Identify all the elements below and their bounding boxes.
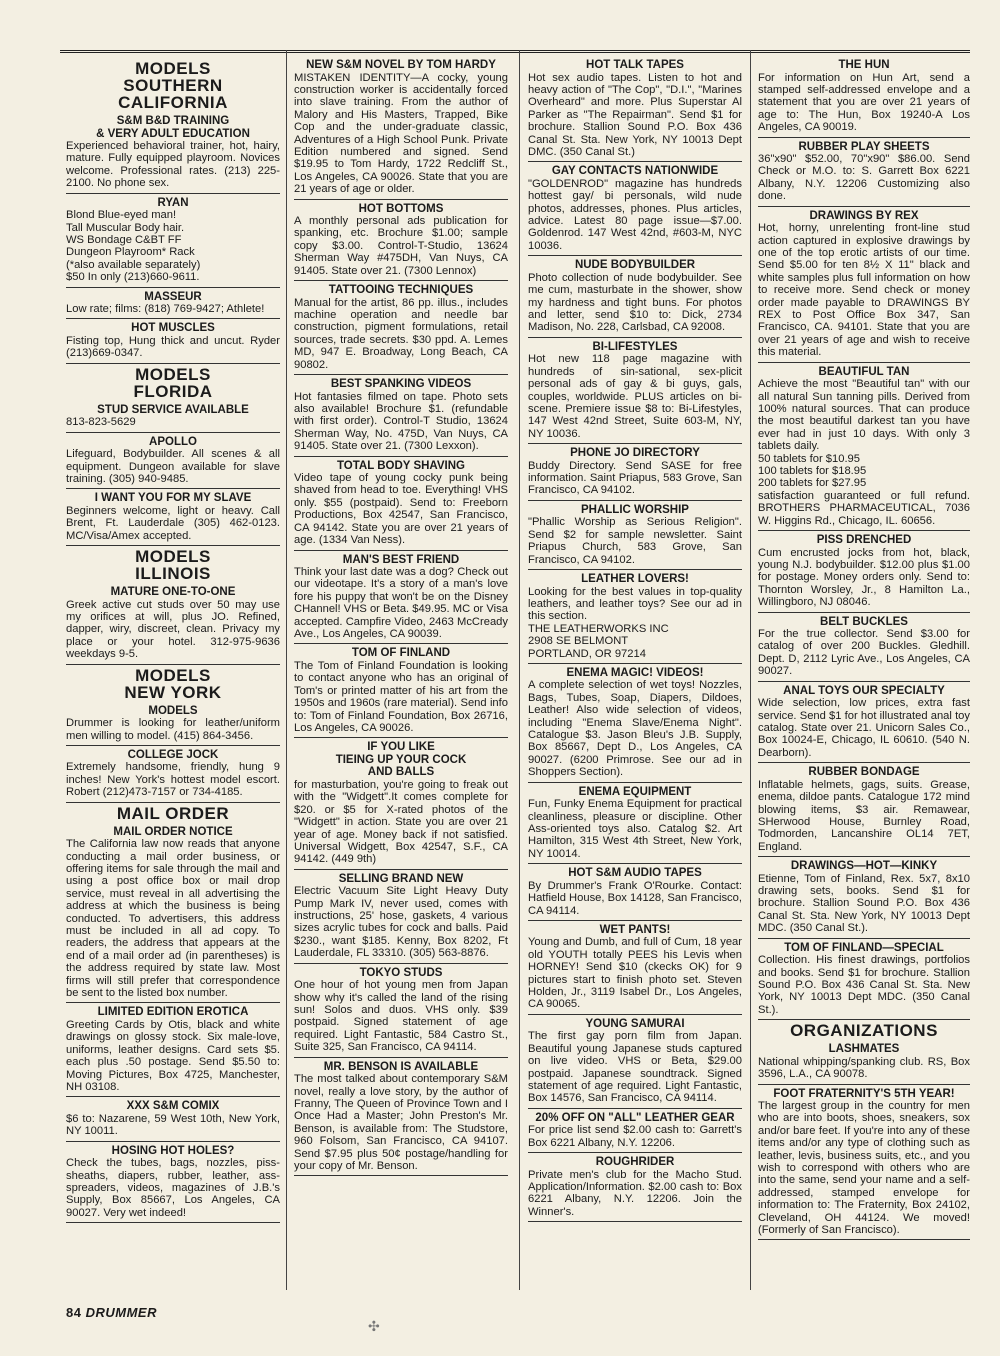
page-number: 84 [66, 1305, 82, 1320]
ad-text: "Phallic Worship as Serious Religion". Send $2 for sample newsletter. Saint Priapus Church, 583 Grove, San Francisco, CA 94102. [528, 516, 742, 566]
section-heading: MODELS FLORIDA [133, 364, 213, 401]
ad-text: MISTAKEN IDENTITY—A cocky, young construction worker is accidentally forced into slave training. From the author of Malory and His Masters, Trapped, Bike Cop and the under-graduate classic, Adventures of a High School Punk. Private Edition numbered and signed. Send $19.95 to Tom Hardy, 1722 Redcliff St., Los Angeles, CA 90026. State that you are 21 years of age or older. [294, 71, 508, 196]
ad-text: Greeting Cards by Otis, black and white drawings on glossy stock. Six male-love, uniforms, leather designs. Card sets $5. each plus .50 postage. Send $5.50 to: Moving Pictures, Box 4725, Manchester, NH 03108. [66, 1018, 280, 1093]
classified-ad [758, 859, 970, 939]
classified-ad [528, 866, 742, 921]
ad-heading: MAIL ORDER NOTICE [113, 825, 233, 838]
ad-text: Check the tubes, bags, nozzles, piss-sheaths, diapers, rubber, leather, ass-spreaders, videos, magazines of J.B.'s Supply, Box 85667, Los Angeles, CA 90027. Very wet indeed! [66, 1157, 280, 1219]
ad-text: Photo collection of nude bodybuilder. See me cum, masturbate in the shower, show my hardness and tight buns. For photos and letter, send $10 to: Dick, 2734 Madison, No. 228, Carlsbad, CA 92008. [528, 271, 742, 334]
classified-ad [66, 1099, 280, 1141]
ad-text: National whipping/spanking club. RS, Box 3596, L.A., CA 90078. [758, 1055, 970, 1081]
ad-text: For the true collector. Send $3.00 for catalog of over 200 Buckles. Gledhill. Dept. D, 2112 Lyric Ave., Los Angeles, CA 90027. [758, 628, 970, 678]
ad-heading: ROUGHRIDER [595, 1156, 675, 1169]
classified-ad [758, 58, 970, 138]
column-3 [528, 58, 742, 1224]
classified-ad [758, 615, 970, 682]
ad-heading: NEW S&M NOVEL BY TOM HARDY [306, 59, 496, 71]
classified-ad [66, 825, 280, 1004]
classified-ad [758, 140, 970, 207]
classified-ad [66, 114, 280, 194]
classified-ad [294, 553, 508, 645]
ad-text: Cum encrusted jocks from hot, black, young N.J. bodybuilder. $12.00 plus $1.00 for postage. Money orders only. Send to: Thornton Worsley, Jr., 8 Hamilton La., Willingboro, NJ 08046. [758, 546, 970, 609]
classified-ad [528, 1017, 742, 1109]
ad-heading: 20% OFF ON "ALL" LEATHER GEAR [535, 1111, 735, 1124]
ad-heading: ANAL TOYS OUR SPECIALTY [783, 684, 945, 697]
ad-heading: DRAWINGS—HOT—KINKY [790, 860, 938, 873]
ad-text: Looking for the best values in top-quality leathers, and leather toys? See our ad in this section. THE LEATHERWORKS INC 2908 SE BELMONT PORTLAND, OR 97214 [528, 585, 742, 660]
classified-ad [66, 1144, 280, 1224]
classified-ad [66, 748, 280, 803]
classified-ad [66, 491, 280, 546]
ad-heading: BEST SPANKING VIDEOS [330, 378, 472, 391]
ad-text: The California law now reads that anyone conducting a mail order business, or offering items for sale through the mail and using a post office box or mail drop service, must reveal in all advertising the address at which the business is being conducted. To advertisers, this address must be included in all ad copy. To readers, the address that appears at the end of a mail order ad (in parentheses) is the address required by state law. Most firms will still prefer that correspondence be sent to the listed box number. [66, 838, 280, 1000]
section-heading: MODELS SOUTHERN CALIFORNIA [118, 59, 228, 112]
section-heading: MODELS NEW YORK [124, 665, 222, 702]
ad-heading: GAY CONTACTS NATIONWIDE [551, 165, 719, 178]
section-heading: MODELS ILLINOIS [135, 547, 211, 584]
ad-heading: TATTOOING TECHNIQUES [328, 284, 474, 297]
ad-heading: APOLLO [149, 435, 197, 448]
classified-ad [528, 340, 742, 444]
ad-text: Greek active cut studs over 50 may use my orifices at will, plus JO. Refined, dapper, wiry, discreet, clean. Privacy my place or your hotel. 312-975-9636 weekdays 9-5. [66, 598, 280, 661]
ad-heading: PHALLIC WORSHIP [581, 503, 689, 516]
ad-text: For price list send $2.00 cash to: Garrett's Box 6221 Albany, N.Y. 12206. [528, 1124, 742, 1149]
classified-ad [528, 1155, 742, 1222]
classified-ad [758, 1042, 970, 1084]
classified-ad [528, 572, 742, 664]
classified-ad [758, 533, 970, 613]
section-heading: ORGANIZATIONS [790, 1021, 938, 1041]
classified-ad [66, 1005, 280, 1097]
ad-heading: BI-LIFESTYLES [592, 340, 678, 353]
ad-heading: LIMITED EDITION EROTICA [97, 1006, 249, 1019]
column-1 [66, 58, 280, 1225]
ad-text: Beginners welcome, light or heavy. Call Brent, Ft. Lauderdale (305) 462-0123. MC/Visa/Amex accepted. [66, 504, 280, 542]
ad-heading: S&M B&D TRAINING & VERY ADULT EDUCATION [96, 115, 250, 140]
classified-ad [66, 435, 280, 490]
ad-text: The Tom of Finland Foundation is looking to contact anyone who has an original of Tom's or printed matter of his art from the 1950s and 1960s (rare material). Send info to: Tom of Finland Foundation, Box 26716, Los Angeles, CA 90026. [294, 659, 508, 734]
ad-heading: TOM OF FINLAND [351, 647, 451, 660]
ad-text: Hot sex audio tapes. Listen to hot and heavy action of "The Cop", "D.I.", "Marines Overheard" and more. Plus Superstar Al Parker as "The Repairman". Send $1 for brochure. Stallion Sound P.O. Box 436 Canal St. Sta. New York, NY 10013 Dept DMC. (350 Canal St.) [528, 71, 742, 158]
ad-heading: LEATHER LOVERS! [581, 573, 689, 585]
classified-ad [66, 704, 280, 746]
classified-ad [758, 765, 970, 857]
classified-ad [528, 258, 742, 338]
ad-text: Low rate; films: (818) 769-9427; Athlete! [66, 303, 265, 316]
classified-ad [758, 941, 970, 1021]
column-2 [294, 58, 508, 1178]
ad-heading: LASHMATES [828, 1043, 900, 1056]
ad-heading: COLLEGE JOCK [127, 748, 219, 761]
classified-ad [758, 209, 970, 363]
ad-text: Extremely handsome, friendly, hung 9 inches! New York's hottest model escort. Robert (212)473-7157 or 734-4185. [66, 761, 280, 799]
classified-ad [294, 377, 508, 457]
classified-ad [66, 196, 280, 288]
ad-text: Hot new 118 page magazine with hundreds of sin-sational, sex-plicit personal ads of gay & bi guys, gals, couples, worldwide. PLUS articles on bi-scene. Premiere issue $8 to: Bi-Lifestyles, 147 West 42nd Street, Suite 603-M, NY, NY 10036. [528, 353, 742, 440]
classified-ad [294, 283, 508, 375]
ad-heading: PISS DRENCHED [816, 534, 912, 546]
classified-ad [66, 585, 280, 665]
ad-heading: NUDE BODYBUILDER [574, 259, 696, 272]
ad-heading: BEAUTIFUL TAN [818, 365, 910, 378]
ad-heading: DRAWINGS BY REX [809, 209, 919, 222]
classified-ad [528, 503, 742, 570]
ad-text: By Drummer's Frank O'Rourke. Contact: Hatfield House, Box 14128, San Francisco, CA 94114. [528, 879, 742, 917]
ad-heading: MASSEUR [144, 290, 202, 303]
ad-heading: HOSING HOT HOLES? [111, 1144, 235, 1157]
ad-heading: ENEMA MAGIC! VIDEOS! [566, 666, 704, 679]
ad-text: Wide selection, low prices, extra fast service. Send $1 for hot illustrated anal toy catalog. State over 21. Unicorn Sales Co., Box 10024-E, Chicago, IL 60610. (540 N. Dearborn). [758, 697, 970, 759]
section-heading: MAIL ORDER [116, 803, 230, 823]
column-divider [286, 50, 287, 1290]
ad-heading: FOOT FRATERNITY'S 5TH YEAR! [773, 1087, 955, 1100]
ad-text: One hour of hot young men from Japan show why it's called the land of the rising sun! Solos and duos. VHS only. $39 postpaid. Signed statement of age required. Light Fantastic, 584 Castro St., Suite 325, San Francisco, CA 94114. [294, 979, 508, 1054]
ad-text: 813-823-5629 [66, 416, 136, 429]
ad-heading: PHONE JO DIRECTORY [570, 447, 700, 460]
top-rule [60, 50, 970, 53]
ad-text: For information on Hun Art, send a stamped self-addressed envelope and a statement that you are over 21 years of age to: The Hun, Box 19240-A Los Angeles, CA 90019. [758, 71, 970, 134]
ad-heading: WET PANTS! [599, 923, 671, 936]
ad-text: $6 to: Nazarene, 59 West 10th, New York, NY 10011. [66, 1112, 280, 1138]
ad-heading: MATURE ONE-TO-ONE [110, 586, 236, 599]
classified-ad [294, 202, 508, 282]
classified-ad [294, 740, 508, 869]
ad-heading: I WANT YOU FOR MY SLAVE [94, 492, 252, 505]
ad-text: Collection. His finest drawings, portfolios and books. Send $1 for brochure. Stallion Sound P.O. Box 436 Canal St. Sta. New York, NY 10013 Dept MDC. (350 Canal St.). [758, 954, 970, 1016]
ad-heading: ENEMA EQUIPMENT [578, 785, 692, 798]
classified-ad [294, 459, 508, 551]
ad-text: Inflatable helmets, gags, suits. Grease, enema, dildoe pants. Catalogue 172 mind blowing items, $3 air. Remawear, SHerwood House, Burnley Road, Todmorden, Lancanshire OL14 7ET, England. [758, 778, 970, 853]
ad-text: Hot, horny, unrelenting front-line stud action captured in explosive drawings by one of the top erotic artists of our time. Send $5.00 for ten 8½ X 11" black and white samples plus full information on how to receive more. Send check or money order made payable to DRAWINGS BY REX to Post Office Box 347, San Francisco, CA. 94101. State that you are over 21 years of age and wish to receive this material. [758, 222, 970, 359]
ad-text: Hot fantasies filmed on tape. Photo sets also available! Brochure $1. (refundable with first order). Control-T Studio, 13624 Sherman Way, No. 475D, Van Nuys, CA 91405. State over 21. (7300 Lexxon). [294, 390, 508, 453]
classified-ad [294, 872, 508, 964]
ad-text: The largest group in the country for men who are into boots, shoes, sneakers, sox and/or bare feet. If you're into any of these items and/or any type of clothing such as leather, levis, business suits, etc., and you wish to correspond with others who are into the same, send your name and a self-addressed, stamped envelope for information to: The Fraternity, Box 24102, Cleveland, OH 44124. We moved! (Formerly of San Francisco). [758, 1100, 970, 1237]
classified-ad [758, 365, 970, 531]
ad-text: Private men's club for the Macho Stud. Application/Information. $2.00 cash to: Box 6221 Albany, N.Y. 12206. Join the Winner's. [528, 1168, 742, 1218]
ad-heading: TOTAL BODY SHAVING [336, 459, 465, 472]
ad-text: Buddy Directory. Send SASE for free information. Saint Priapus, 583 Grove, San Francisco, CA 94102. [528, 459, 742, 497]
ad-text: Young and Dumb, and full of Cum, 18 year old YOUTH totally PEES his Levis when HORNEY! Send $10 (ckecks OK) for 9 pictures start to finish photo set. Steven Holden, Jr., 3119 Isabel Dr., Los Angeles, CA 90065. [528, 936, 742, 1011]
ad-heading: HOT S&M AUDIO TAPES [568, 867, 702, 880]
ad-text: Lifeguard, Bodybuilder. All scenes & all equipment. Dungeon available for slave training. (305) 940-9485. [66, 448, 280, 485]
ad-heading: RYAN [157, 196, 189, 209]
classified-ad [66, 290, 280, 320]
ad-heading: RUBBER PLAY SHEETS [798, 140, 930, 153]
column-divider [519, 50, 520, 1290]
ad-text: Video tape of young cocky punk being shaved from head to toe. Everything! VHS only. $55 (postpaid). Send to: Freeborn Productions, Box 42547, San Francisco, CA 94142. State you are over 21 years of age. (1334 Van Ness). [294, 472, 508, 547]
ad-text: Achieve the most "Beautiful tan" with our all natural Sun tanning pills. Derived from 100% natural sources. That can produce the most beautiful darkest tan you have ever had in just 10 days. With only 3 tablets daily. 50 tablets for $10.95 100 tablets for $18.95 200 tablets for $27.95 satisfaction guaranteed or full refund. BROTHERS PHARMACEUTICAL, 7036 W. Higgins Rd., Chicago, IL. 60656. [758, 378, 970, 527]
ad-heading: YOUNG SAMURAI [585, 1017, 685, 1030]
binding-mark-icon: ✣ [368, 1318, 380, 1334]
ad-text: The first gay porn film from Japan. Beautiful young Japanese studs captured on live video. VHS or Beta, $29.00 postpaid. Japanese soundtrack. Signed statement of age required. Light Fantastic, Box 14576, San Francisco, CA 94114. [528, 1030, 742, 1105]
column-divider [750, 50, 751, 1290]
classified-ad [294, 646, 508, 738]
classified-ad [758, 684, 970, 764]
ad-heading: STUD SERVICE AVAILABLE [97, 403, 249, 416]
classified-ad [66, 403, 280, 433]
classified-ad [294, 1060, 508, 1177]
ad-heading: TOKYO STUDS [359, 966, 443, 979]
ad-text: 36"x90" $52.00, 70"x90" $86.00. Send Check or M.O. to: S. Garrett Box 6221 Albany, N.Y. 12206 Customizing also done. [758, 153, 970, 203]
magazine-name: DRUMMER [85, 1305, 157, 1320]
classified-ad [528, 1111, 742, 1153]
classified-ad [758, 1087, 970, 1241]
classified-ad [528, 58, 742, 162]
ad-heading: XXX S&M COMIX [126, 1100, 220, 1113]
ad-heading: HOT TALK TAPES [586, 59, 684, 71]
ad-text: Think your last date was a dog? Check out our videotape. It's a story of a man's love fore his puppy that won't be on the Disney CHannel! VHS or Beta. $49.95. MC or Visa accepted. Campfire Video, 2463 McCready Ave., Los Angeles, CA 90039. [294, 566, 508, 641]
ad-text: "GOLDENROD" magazine has hundreds hottest gay/ bi personals, wild nude photos, addresses, phones. Plus articles, advice. Latest 80 page issue—$7.00. Goldenrod. 147 West 42nd, #603-M, NYC 10036. [528, 177, 742, 252]
ad-heading: THE HUN [838, 59, 890, 71]
ad-heading: TOM OF FINLAND—SPECIAL [784, 941, 944, 954]
ad-text: A complete selection of wet toys! Nozzles, Bags, Tubes, Soap, Diapers, Dildoes, Leather! Also wide selection of videos, including "Enema Slave/Enema Night". Catalogue $3. Jason Bleu's J.B. Supply, Box 85667, Dept D., Los Angeles, CA 90027. (6200 Primrose. See our ad in Shoppers Section). [528, 679, 742, 779]
ad-text: for masturbation, you're going to freak out with the "Widgett".It comes complete for $20. or $5 for X-rated photos of the "Widgett" in action. State you are over 21 year of age. Money back if not satisfied. Universal Widgett, Box 42547, S.F., CA 94142. (449 9th) [294, 778, 508, 866]
classified-ad [528, 666, 742, 783]
ad-heading: RUBBER BONDAGE [808, 766, 920, 779]
classified-ad [66, 321, 280, 363]
ad-heading: MR. BENSON IS AVAILABLE [323, 1060, 479, 1073]
ad-heading: MAN'S BEST FRIEND [342, 553, 460, 566]
ad-text: Experienced behavioral trainer, hot, hairy, mature. Fully equipped playroom. Novices welcome. Professional rates. (213) 225-2100. No phone sex. [66, 140, 280, 190]
ad-heading: SELLING BRAND NEW [338, 872, 464, 885]
page-footer [66, 1305, 157, 1320]
ad-heading: HOT MUSCLES [131, 322, 215, 335]
ad-text: Drummer is looking for leather/uniform men willing to model. (415) 864-3456. [66, 717, 280, 742]
ad-heading: IF YOU LIKE TIEING UP YOUR COCK AND BALLS [335, 741, 467, 779]
classified-ad [294, 58, 508, 200]
ad-text: The most talked about contemporary S&M novel, really a love story, by the author of Franny, The Queen of Province Town and I Once Had a Master; John Preston's Mr. Benson, is available from: The Studstore, 960 Folsom, San Francisco, CA 94107. Send $7.95 plus 50¢ postage/handling for your copy of Mr. Benson. [294, 1073, 508, 1172]
column-4 [758, 58, 970, 1242]
ad-text: Fun, Funky Enema Equipment for practical cleanliness, pleasure or discipline. Other Ass-oriented toys also. Catalog $2. Art Hamilton, 315 West 4th Street, New York, NY 10014. [528, 798, 742, 860]
classified-ad [528, 785, 742, 865]
classified-ad [528, 164, 742, 256]
classified-ad [528, 923, 742, 1015]
ad-text: Etienne, Tom of Finland, Rex. 5x7, 8x10 drawing sets, books. Send $1 for brochure. Stallion Sound P.O. Box 436 Canal St. Sta. New York, NY 10013 Dept MDC. (350 Canal St.). [758, 872, 970, 935]
magazine-page [60, 50, 970, 1300]
ad-text: Electric Vacuum Site Light Heavy Duty Pump Mark IV, never used, comes with instructions, 25' hose, gaskets, 4 various sizes acrylic tubes for cock and balls. Paid $230., want $185. Kenny, Box 8202, Ft Lauderdale, FL 33310. (305) 563-8876. [294, 885, 508, 960]
ad-text: Manual for the artist, 86 pp. illus., includes machine operation and needle bar construction, pigment formulations, retail sources, trade secrets. $30 ppd. A. Lemes MD, 947 E. Broadway, Long Beach, CA 90802. [294, 296, 508, 371]
ad-text: Blond Blue-eyed man! Tall Muscular Body hair. WS Bondage C&BT FF Dungeon Playroom* Rack (*also available separately) $50 In only (213)660-9611. [66, 209, 201, 284]
ad-heading: MODELS [148, 704, 198, 717]
ad-heading: BELT BUCKLES [820, 615, 908, 628]
classified-ad [528, 446, 742, 501]
ad-text: Fisting top, Hung thick and uncut. Ryder (213)669-0347. [66, 334, 280, 360]
classified-ad [294, 966, 508, 1058]
ad-text: A monthly personal ads publication for spanking, etc. Brochure $1.00; sample copy $3.00. Control-T-Studio, 13624 Sherman Way #475DH, Van Nuys, CA 91405. State over 21. (7300 Lennox) [294, 215, 508, 277]
ad-heading: HOT BOTTOMS [358, 202, 444, 215]
